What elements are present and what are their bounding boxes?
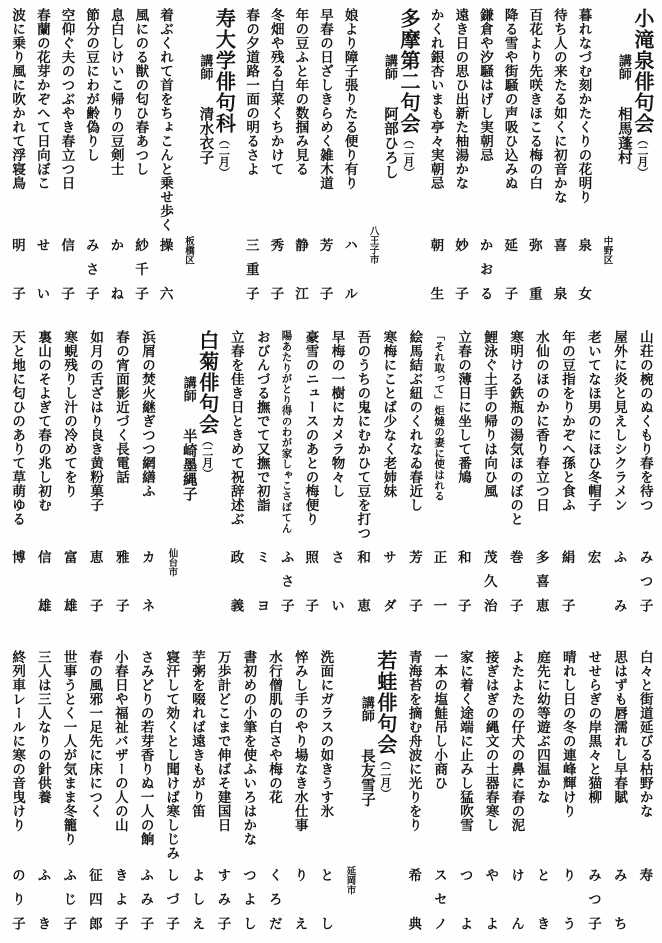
poem-column (303, 330, 317, 612)
poem-author: よしえ (189, 868, 205, 930)
poem-column (638, 650, 652, 930)
poem-author: さい (329, 550, 345, 612)
poem-author: とき (534, 868, 550, 930)
lecturer-name: 半崎墨縄子 (180, 414, 197, 501)
poem-text: 年の豆指をりかぞへ孫と食ふ (560, 330, 575, 512)
poem-column (138, 650, 152, 930)
section-title: 小滝泉俳句会（二月） (630, 8, 653, 178)
poem-text: 冬畑や残る白菜くちかけて (268, 8, 284, 176)
section-month: （二月） (217, 134, 230, 178)
poem-text: 春の風邪一足先に床につく (87, 650, 103, 818)
poem-text: 水行僧肌の白さや梅の花 (267, 650, 283, 804)
poem-text: 陽あたりがとり得のわが家しゃこさぼてん (280, 330, 292, 534)
location-label: 八王子市 (367, 226, 378, 264)
poem-author: 操六 (157, 238, 173, 300)
poem-text: 早春の日ざしきらめく雑木道 (317, 8, 333, 190)
section-title: 若蛙俳句会（二月） (373, 650, 396, 799)
poem-author: かね (108, 238, 124, 300)
poem-author: ふき (35, 868, 51, 930)
poem-author: 泉女 (576, 238, 592, 300)
poem-column (318, 8, 332, 300)
poem-column (10, 330, 24, 612)
poem-author: 政義 (228, 550, 244, 612)
poem-text: よたよたの仔犬の鼻に春の泥 (509, 650, 525, 832)
poem-column (432, 650, 446, 930)
poem-text: 思はずも唇濡れし早春賦 (612, 650, 628, 804)
lecturer-role-label: 講師 (359, 696, 375, 722)
poem-author: 喜泉 (551, 238, 567, 300)
poem-author: 和子 (455, 550, 471, 612)
poem-author: カネ (139, 550, 155, 612)
section-header (182, 8, 233, 300)
poem-column (576, 8, 590, 300)
location-label: 延岡市 (344, 865, 355, 894)
poem-author: のり子 (9, 868, 25, 930)
poem-text: 天と地に匂ひのありて草萌ゆる (10, 330, 26, 526)
poem-author: ふみ (611, 550, 627, 612)
poem-author: きよ子 (112, 868, 128, 930)
poem-author: 延子 (502, 238, 518, 300)
poem-author: りう (560, 868, 576, 930)
poem-author: すみ子 (215, 868, 231, 930)
poem-author: 和恵 (355, 550, 371, 612)
poem-text: 空仰ぐ夫のつぶやき春立つ日 (59, 8, 75, 190)
poem-author: かおる (477, 238, 493, 300)
poem-text: 一本の塩鮭吊し小商ひ (432, 650, 448, 790)
poem-text: 書初めの小筆を使ふいろはかな (241, 650, 257, 846)
poem-text: 着ぶくれて首をちょこんと乗せ歩く (158, 8, 174, 232)
poem-text: 寒明ける鉄瓶の湯気ほのぼのと (508, 330, 524, 526)
poem-column (10, 650, 24, 930)
poem-text: 風にのる獣の匂ひ春あつし (133, 8, 149, 176)
poem-column (267, 650, 281, 930)
poem-column (329, 330, 343, 612)
poem-author: つよ (457, 868, 473, 930)
poem-column (612, 330, 626, 612)
poem-column (244, 8, 258, 300)
poem-column (535, 650, 549, 930)
poem-text: 庭先に幼等遊ぶ四温かな (535, 650, 550, 804)
lecturer-name: 相馬蓬村 (615, 92, 632, 165)
poem-author: みち (611, 868, 627, 930)
poem-text: かくれ銀杏いまも亭々実朝忌 (428, 8, 444, 190)
poem-text: 三人は三人なりの針供養 (35, 650, 51, 804)
poem-text: 春の夕道路一面の明るさよ (244, 8, 260, 176)
poem-text: 万歩計どこまで伸ばそ建国日 (215, 650, 231, 832)
poem-text: 娘より障子張りたる便り有り (342, 8, 358, 190)
section-month: （二月） (200, 435, 213, 479)
poem-author: 巻子 (507, 550, 523, 612)
poem-text: 寝汗して効くとし聞けば寒しじみ (164, 650, 180, 860)
lecturer-line (381, 8, 397, 300)
poem-column (483, 650, 497, 930)
lecturer-line (615, 8, 631, 300)
poem-text: 悴みし手のやり場なき水仕事 (292, 650, 308, 832)
poem-column (140, 330, 154, 612)
poem-author: 秀子 (268, 238, 284, 300)
poem-column (10, 8, 24, 300)
poem-author: 明子 (9, 238, 25, 300)
poem-text: 降る雪や街騒の声吸ひ込みぬ (502, 8, 518, 190)
poem-text: 波に乗り風に吹かれて浮寝鳥 (10, 8, 26, 190)
poem-text: 水仙のほのかに香り春立つ日 (534, 330, 550, 512)
poem-column (62, 330, 76, 612)
poem-column (113, 650, 127, 930)
poem-author: 征四郎 (86, 868, 102, 930)
poem-author: 絹子 (559, 550, 575, 612)
poem-text: 暮れなづむ刻かたくりの花明り (576, 8, 592, 204)
poem-column (87, 650, 101, 930)
poem-text: 鯉泳ぐ土手の帰りは向ひ風 (482, 330, 498, 498)
section-title: 寿大学俳句科（二月） (212, 8, 235, 178)
poem-text: 老いてなほ男のにほひ冬帽子 (585, 330, 601, 512)
poem-column (59, 8, 73, 300)
poem-column (36, 330, 50, 612)
poem-text: 小春日や福祉バザーの人の山 (112, 650, 128, 832)
poem-author: ふじ子 (61, 868, 77, 930)
poem-author: 博 (9, 550, 25, 564)
poem-author: 三重子 (243, 238, 259, 300)
poem-text: 年の豆ふと年の数掴み見る (293, 8, 309, 176)
poem-author: とし (318, 868, 334, 930)
poem-column (527, 8, 541, 300)
lecturer-line (180, 330, 196, 612)
poem-author: 芳子 (407, 550, 422, 612)
section-header (601, 8, 652, 300)
poem-text: 節分の豆にわが齢偽りし (84, 8, 100, 162)
poem-column (482, 330, 496, 612)
poem-column (561, 650, 575, 930)
poem-column (84, 8, 98, 300)
section-month: （二月） (402, 134, 415, 178)
poem-author: ハル (342, 238, 358, 300)
poem-column (61, 650, 75, 930)
poem-column (508, 330, 522, 612)
poem-column (269, 8, 283, 300)
section-month: （二月） (635, 134, 648, 178)
lecturer-name: 阿部ひろし (382, 92, 399, 179)
poem-text: 吾のうちの鬼にむかひて豆を打つ (355, 330, 371, 540)
poem-author: 恵子 (87, 550, 103, 612)
poem-author: りえ (292, 868, 308, 930)
poem-column (509, 650, 523, 930)
poem-author: 照子 (303, 550, 319, 612)
poem-column (88, 330, 102, 612)
poem-column (109, 8, 123, 300)
poem-column (164, 650, 178, 930)
text-band (10, 8, 652, 300)
location-label: 中野区 (601, 235, 612, 264)
poem-author: 雅子 (113, 550, 129, 612)
location-label: 板橋区 (182, 235, 193, 264)
poem-text: 立春を佳き日ときめて祝辞述ぶ (228, 330, 244, 526)
poem-author: スセノ (431, 868, 447, 930)
poem-text: おびんづる撫でて又撫で初詣 (254, 330, 270, 512)
poem-column (216, 650, 230, 930)
poem-author: ふさ子 (278, 550, 294, 612)
lecturer-role-label: 講師 (198, 54, 214, 80)
location-label: 仙台市 (166, 547, 177, 576)
poem-text: 豪雪のニュースのあとの梅便り (303, 330, 319, 526)
poem-text: 裏山のそよぎて春の兆し初む (36, 330, 52, 512)
poem-author: 朝生 (428, 238, 444, 300)
poem-column (190, 650, 204, 930)
poem-column (229, 330, 243, 612)
lecturer-name: 清水衣子 (197, 92, 214, 165)
poem-column (586, 330, 600, 612)
poem-text: 接ぎはぎの縄文の土器春寒し (483, 650, 499, 832)
poem-author: みつ子 (637, 550, 653, 612)
poem-text: 白々と街道延びる枯野かな (637, 650, 653, 818)
poem-text: 寒蜆残りし汁の冷めてをり (62, 330, 78, 498)
poem-text: 待ち人の来たる如くに初音かな (551, 8, 567, 204)
poem-column (456, 330, 470, 612)
poem-column (612, 650, 626, 930)
poem-column (241, 650, 255, 930)
lecturer-line (358, 650, 374, 930)
poem-column (453, 8, 467, 300)
poem-text: 「それ取って」炬燵の妻に使はれる (433, 330, 445, 502)
poem-author: くろだ (266, 868, 282, 930)
poem-text: 浜屑の焚火継ぎつつ網繕ふ (140, 330, 156, 498)
poem-text: 山荘の椀のぬくもり春を待つ (637, 330, 653, 512)
section-title: 白菊俳句会（二月） (195, 330, 218, 479)
poem-author: 富雄 (61, 550, 77, 612)
lecturer-name: 長友雪子 (358, 734, 375, 807)
poem-author: 茂久治 (481, 550, 497, 612)
poem-column (114, 330, 128, 612)
poem-text: 青海苔を摘む舟波に光りをり (406, 650, 422, 832)
poem-text: 立春の薄日に坐して番鳩 (456, 330, 472, 484)
poem-column (158, 8, 172, 300)
poem-author: けん (508, 868, 524, 930)
poem-column (36, 650, 50, 930)
poem-author: しづ子 (163, 868, 179, 930)
poem-author: 芳子 (317, 238, 333, 300)
lecturer-role-label: 講師 (616, 54, 632, 80)
poem-text: 百花より先咲きほこる梅の白 (527, 8, 543, 190)
poem-text: 如月の舌ざはり良き黄粉菓子 (88, 330, 104, 512)
text-band (10, 650, 652, 930)
poem-column (342, 8, 356, 300)
poem-text: 芋粥を啜れば遠きもがり笛 (189, 650, 205, 818)
section-header (166, 330, 217, 612)
poem-text: 屋外に炎と見えしシクラメン (611, 330, 627, 512)
poem-author: みつ子 (586, 868, 602, 930)
poem-author: 紗千子 (133, 238, 149, 300)
poem-column (35, 8, 49, 300)
poem-text: 世事うとく一人が気まま冬籠り (61, 650, 77, 846)
poem-author: ふみ子 (138, 868, 154, 930)
poem-text: 絵馬結ぶ紐のくれなゐ春近し (407, 330, 423, 512)
poem-author: みさ子 (83, 238, 99, 300)
section-month: （二月） (378, 755, 391, 799)
poem-text: 寒梅にことば少なく老姉妹 (381, 330, 397, 498)
section-header (367, 8, 418, 300)
section-title: 多摩第二句会（二月） (397, 8, 420, 178)
poem-column (560, 330, 574, 612)
poem-column (406, 650, 420, 930)
poem-text: 遠き日の思ひ出新た柚湯かな (453, 8, 469, 190)
lecturer-line (196, 8, 212, 300)
poem-column (293, 8, 307, 300)
poem-column (502, 8, 516, 300)
poem-author: つよし (241, 868, 257, 930)
poem-text: 洗面にガラスの如きうす氷 (318, 650, 334, 818)
poem-author: ミヨ (254, 550, 270, 612)
poem-author: 弥重 (526, 238, 542, 300)
poem-text: 早梅の一樹にカメラ物々し (329, 330, 345, 498)
poem-author: 信雄 (35, 550, 51, 612)
poem-column (458, 650, 472, 930)
poem-author: 妙子 (452, 238, 468, 300)
text-band (10, 330, 652, 612)
poem-author: 信子 (59, 238, 75, 300)
poem-column (255, 330, 269, 612)
poem-text: 家に着く途端に止みし猛吹雪 (457, 650, 473, 832)
poem-column (278, 330, 294, 612)
poem-column (429, 8, 443, 300)
section-header (344, 650, 395, 930)
poem-text: 春蘭の花芽かぞへて日向ぼこ (34, 8, 50, 190)
poem-text: 鎌倉や汐騒はげし実朝忌 (477, 8, 493, 162)
poem-column (478, 8, 492, 300)
lecturer-role-label: 講師 (181, 376, 197, 402)
poem-column (355, 330, 369, 612)
poem-author: 多喜恵 (533, 550, 549, 612)
poem-column (407, 330, 421, 612)
poem-text: 息白しけいこ帰りの豆剣士 (108, 8, 124, 176)
poem-text: さみどりの若芽香りぬ一人の餉 (138, 650, 154, 846)
poem-column (318, 650, 332, 930)
poem-author: 希典 (406, 868, 422, 930)
poem-column (534, 330, 548, 612)
poem-column (293, 650, 307, 930)
poem-column (381, 330, 395, 612)
poem-author: せい (34, 238, 50, 300)
poem-author: 正一 (431, 550, 447, 612)
poem-text: 終列車レールに寒の音曳けり (10, 650, 26, 832)
poem-author: 寿 (637, 868, 653, 882)
poem-author: 宏 (585, 550, 601, 564)
poem-text: 春の宵面影近づく長電話 (114, 330, 130, 484)
poem-column (133, 8, 147, 300)
poem-column (638, 330, 652, 612)
poem-text: 晴れし日の冬の連峰輝けり (560, 650, 576, 818)
poem-column (586, 650, 600, 930)
poem-text: せせらぎの岸黒々と猫柳 (586, 650, 602, 804)
poem-column (552, 8, 566, 300)
poem-author: サダ (381, 550, 397, 612)
poem-author: やよ (483, 868, 499, 930)
poem-column (431, 330, 447, 612)
lecturer-role-label: 講師 (383, 54, 399, 80)
poem-author: 静江 (293, 238, 308, 300)
